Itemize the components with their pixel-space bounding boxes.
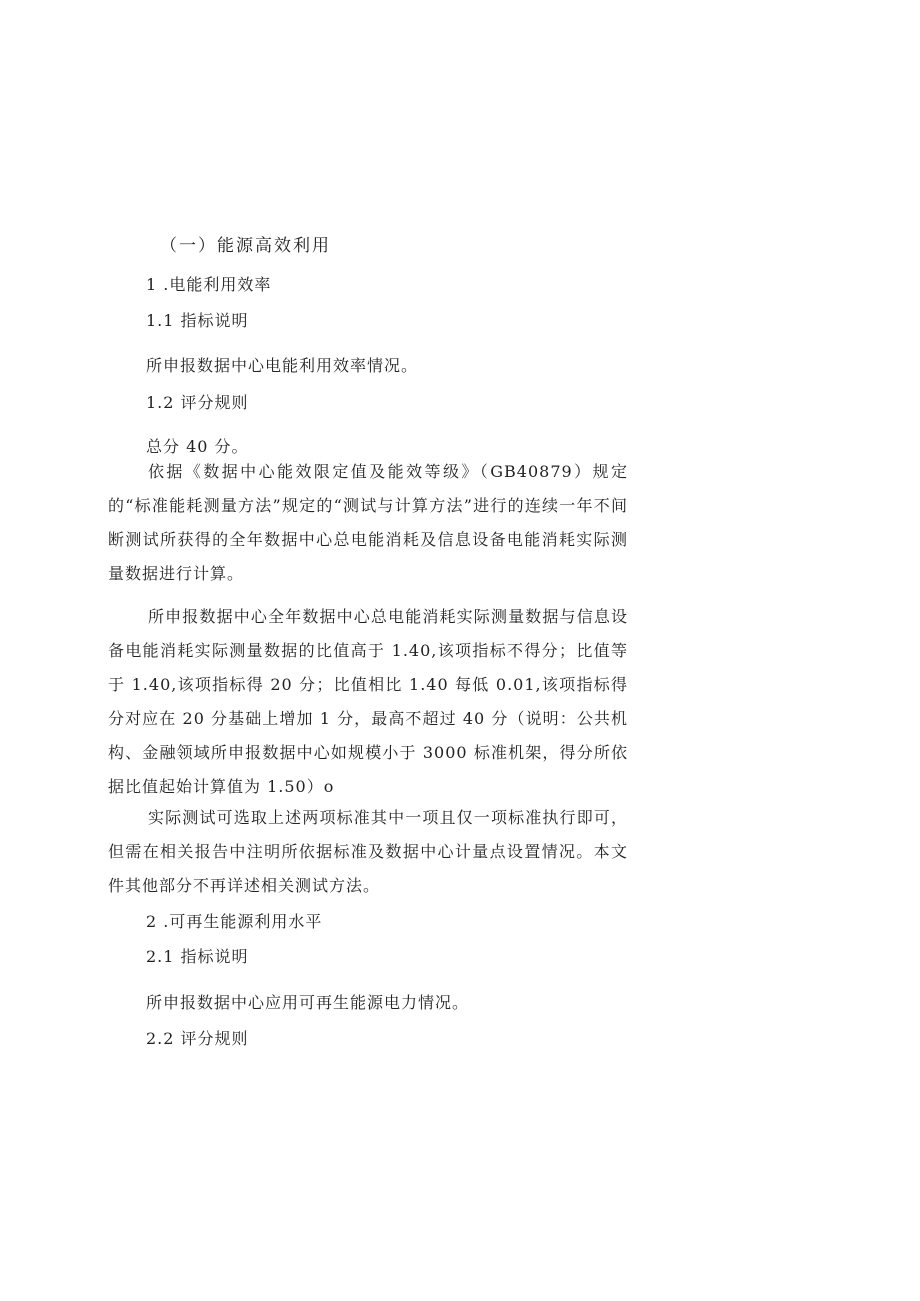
item1-paragraph-2: 所申报数据中心全年数据中心总电能消耗实际测量数据与信息设备电能消耗实际测量数据的比值高于 1.40,该项指标不得分；比值等于 1.40,该项指标得 20 分；比值相比 1.40 每低 0.01,该项指标得分对应在 20 分基础上增加 1 分，最高不超过 40 分（说明：公共机构、金融领域所申报数据中心如规模小于 3000 标准机架，得分所依据比值起始计算值为 1.50）o <box>108 607 628 796</box>
item1-score: 总分 40 分。 <box>146 437 249 456</box>
item1-sub2-heading: 1.2 评分规则 <box>146 393 249 412</box>
item1-paragraph-3: 实际测试可选取上述两项标准其中一项且仅一项标准执行即可，但需在相关报告中注明所依据标准及数据中心计量点设置情况。本文件其他部分不再详述相关测试方法。 <box>108 808 628 895</box>
item2-sub1-text: 所申报数据中心应用可再生能源电力情况。 <box>146 993 470 1012</box>
item1-paragraph-1: 依据《数据中心能效限定值及能效等级》（GB40879）规定的“标准能耗测量方法”规定的“测试与计算方法”进行的连续一年不间断测试所获得的全年数据中心总电能消耗及信息设备电能消耗实际测量数据进行计算。 <box>108 462 628 583</box>
item2-heading: 2 .可再生能源利用水平 <box>146 912 323 931</box>
item1-sub1-heading: 1.1 指标说明 <box>146 311 249 330</box>
item1-heading: 1 .电能利用效率 <box>146 275 272 294</box>
item1-sub1-text: 所申报数据中心电能利用效率情况。 <box>146 356 419 375</box>
section-title: （一）能源高效利用 <box>160 236 331 256</box>
item2-sub2-heading: 2.2 评分规则 <box>146 1029 249 1048</box>
item2-sub1-heading: 2.1 指标说明 <box>146 947 249 966</box>
